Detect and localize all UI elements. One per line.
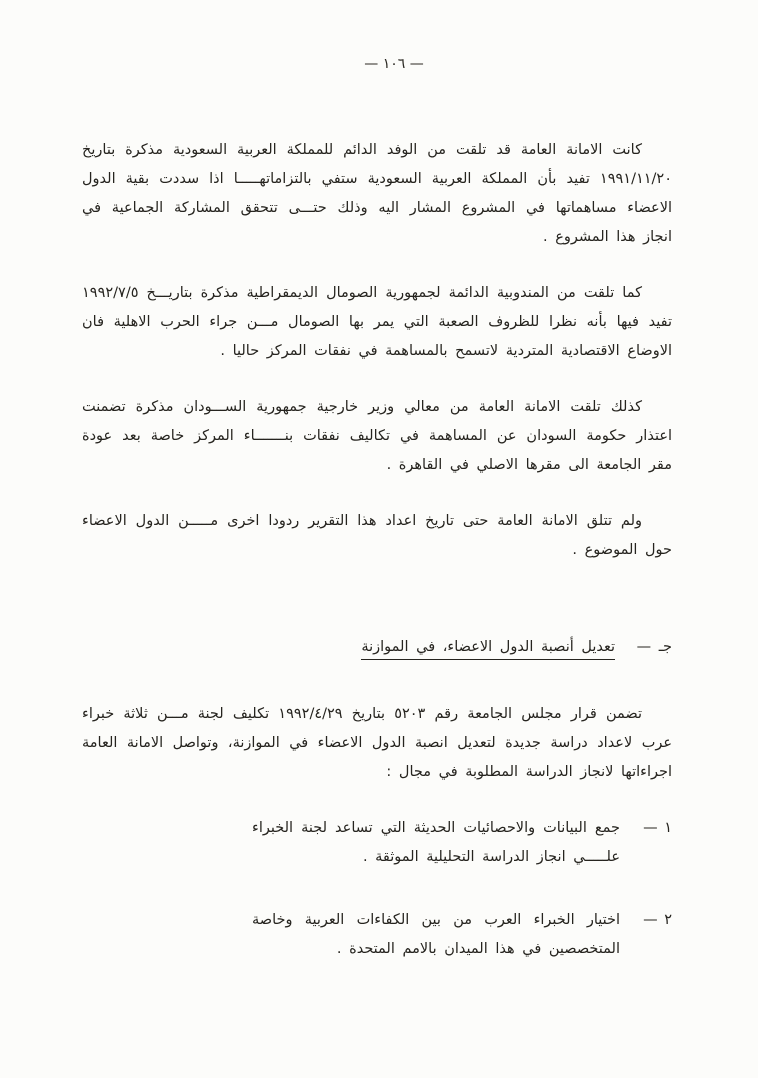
list-item	[82, 814, 672, 872]
list-item-number: ٢ —	[643, 912, 672, 928]
page-number: — ١٠٦ —	[364, 56, 424, 72]
paragraph: كانت الامانة العامة قد تلقت من الوفد الدائم للمملكة العربية السعودية مذكرة بتاريخ ١٩٩١/١١/٢٠ تفيد بأن المملكة العربية السعودية ستفي بالتزاماتهـــــا اذا سددت بقية الدول الاعضاء مساهماتها في المشروع المشار اليه وذلك حتـــى تتحقق المشاركة الجماعية في انجاز هذا المشروع .	[82, 142, 672, 245]
section-marker: جـ —	[636, 639, 672, 655]
section-title: تعديل أنصبة الدول الاعضاء، في الموازنة	[361, 639, 615, 660]
paragraph: ولم تتلق الامانة العامة حتى تاريخ اعداد هذا التقرير ردودا اخرى مـــــن الدول الاعضاء حول الموضوع .	[82, 513, 672, 558]
paragraph: كما تلقت من المندوبية الدائمة لجمهورية الصومال الديمقراطية مذكرة بتاريـــخ ١٩٩٢/٧/٥ تفيد فيها بأنه نظرا للظروف الصعبة التي يمر بها الصومال مـــن جراء الحرب الاهلية فان الاوضاع الاقتصادية المتردية لاتسمح بالمساهمة في نفقات المركز حاليا .	[82, 285, 672, 359]
list-item-number: ١ —	[643, 820, 672, 836]
list-item-text: اختيار الخبراء العرب من بين الكفاءات العربية وخاصة المتخصصين في هذا الميدان بالامم المتحدة .	[252, 912, 620, 957]
section-intro-paragraph: تضمن قرار مجلس الجامعة رقم ٥٢٠٣ بتاريخ ١٩٩٢/٤/٢٩ تكليف لجنة مـــن ثلاثة خبراء عرب لاعداد دراسة جديدة لتعديل انصبة الدول الاعضاء في الموازنة، وتواصل الامانة العامة اجراءاتها لانجاز الدراسة المطلوبة في مجال :	[82, 706, 672, 780]
paragraph: كذلك تلقت الامانة العامة من معالي وزير خارجية جمهورية الســـودان مذكرة تضمنت اعتذار حكومة السودان عن المساهمة في تكاليف نفقات بنـــــــاء المركز خاصة بعد عودة مقر الجامعة الى مقرها الاصلي في القاهرة .	[82, 399, 672, 473]
section-heading	[82, 633, 672, 662]
document-body	[82, 136, 672, 998]
list-item-text: جمع البيانات والاحصائيات الحديثة التي تساعد لجنة الخبراء علـــــي انجاز الدراسة التحليلية الموثقة .	[252, 820, 620, 865]
list-item	[82, 906, 672, 964]
